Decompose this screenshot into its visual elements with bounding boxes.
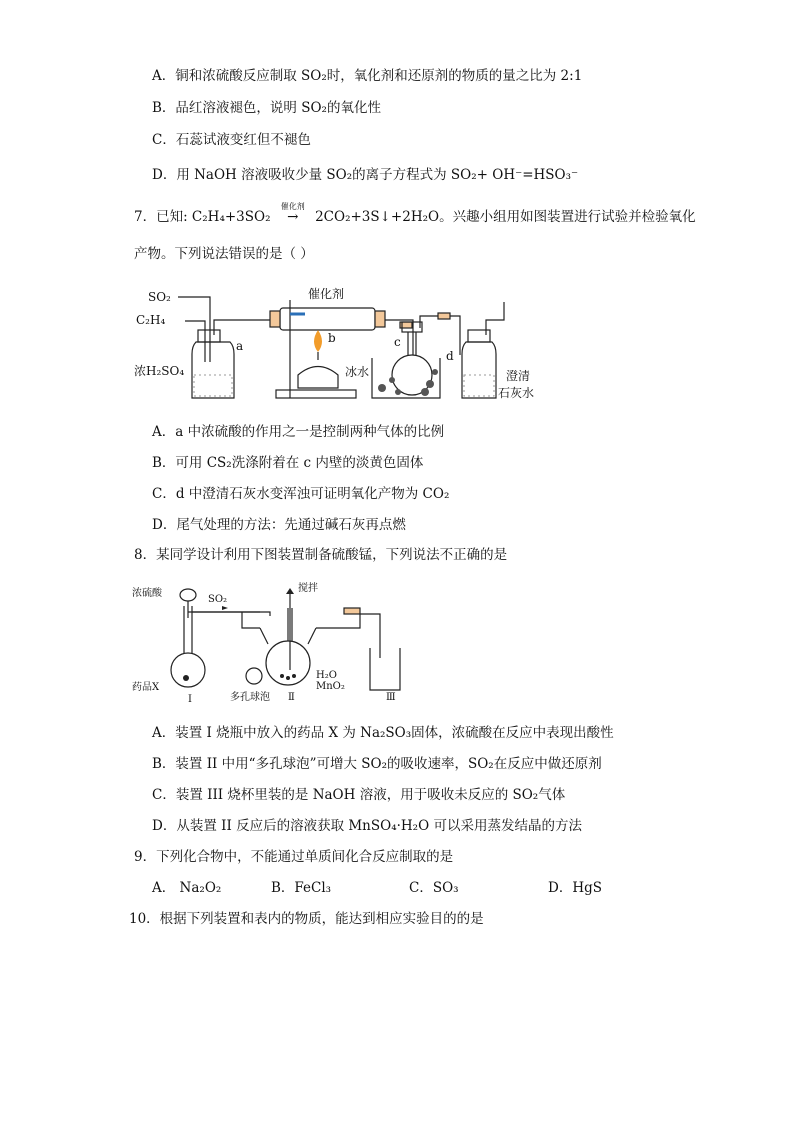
q7-option-c: C．d 中澄清石灰水变浑浊可证明氧化产物为 CO₂ bbox=[152, 486, 450, 502]
label-i: Ⅰ bbox=[188, 694, 192, 703]
q7-option-d: D．尾气处理的方法：先通过碱石灰再点燃 bbox=[152, 517, 406, 533]
q8-apparatus-figure bbox=[130, 578, 430, 703]
drug-x-solid bbox=[183, 675, 189, 681]
label-drug-x: 药品X bbox=[132, 682, 160, 693]
label-catalyst: 催化剂 bbox=[308, 287, 345, 301]
connector-2-3 bbox=[344, 608, 360, 614]
q7-option-b: B．可用 CS₂洗涤附着在 c 内壁的淡黄色固体 bbox=[152, 455, 424, 471]
label-porous-bulb: 多孔球泡 bbox=[230, 692, 270, 703]
alcohol-lamp bbox=[298, 367, 338, 389]
porous-bulb bbox=[246, 668, 262, 684]
label-limewater-2: 石灰水 bbox=[498, 386, 535, 400]
label-ice-water: 冰水 bbox=[345, 365, 370, 379]
beaker-3 bbox=[370, 648, 400, 690]
q9-option-d: D．HgS bbox=[548, 880, 602, 896]
label-stir: 搅拌 bbox=[298, 583, 318, 594]
q6-option-c: C．石蕊试液变红但不褪色 bbox=[152, 132, 311, 148]
label-so2: SO₂ bbox=[148, 290, 171, 304]
q7-option-a: A．a 中浓硫酸的作用之一是控制两种气体的比例 bbox=[152, 424, 445, 440]
q9-stem: 9．下列化合物中，不能通过单质间化合反应制取的是 bbox=[134, 849, 454, 865]
label-d: d bbox=[446, 349, 454, 363]
q7-stem-line2: 产物。下列说法错误的是（ ） bbox=[134, 246, 314, 262]
stir-arrow-icon bbox=[286, 588, 294, 594]
label-ii: Ⅱ bbox=[288, 692, 295, 703]
q6-option-a: A．铜和浓硫酸反应制取 SO₂时，氧化剂和还原剂的物质的量之比为 2:1 bbox=[152, 68, 583, 84]
tube-b-right-plug bbox=[375, 311, 385, 327]
label-c2h4: C₂H₄ bbox=[136, 313, 166, 327]
bottle-d bbox=[462, 342, 496, 398]
q9-option-b: B．FeCl₃ bbox=[271, 880, 332, 896]
tube-a-to-b bbox=[214, 320, 270, 335]
tube-b-left-plug bbox=[270, 311, 280, 327]
label-b: b bbox=[328, 331, 336, 345]
bottle-a bbox=[192, 342, 234, 398]
label-mno2: MnO₂ bbox=[316, 681, 345, 692]
q6-option-b: B．品红溶液褪色，说明 SO₂的氧化性 bbox=[152, 100, 381, 116]
q8-option-c: C．装置 III 烧杯里装的是 NaOH 溶液，用于吸收未反应的 SO₂气体 bbox=[152, 787, 566, 803]
q10-stem: 10．根据下列装置和表内的物质，能达到相应实验目的的是 bbox=[129, 911, 484, 927]
label-conc-h2so4: 浓H₂SO₄ bbox=[134, 364, 185, 378]
q8-option-b: B．装置 II 中用“多孔球泡”可增大 SO₂的吸收速率，SO₂在反应中做还原剂 bbox=[152, 756, 602, 772]
flask-2-right-neck bbox=[308, 628, 316, 644]
liquid-dots bbox=[194, 369, 494, 396]
ice-bath bbox=[372, 358, 440, 398]
iron-stand-base bbox=[276, 390, 356, 398]
q7-equation-left: 7．已知: C₂H₄+3SO₂ bbox=[134, 209, 271, 225]
q9-option-a: A． Na₂O₂ bbox=[152, 880, 222, 896]
q6-option-d: D．用 NaOH 溶液吸收少量 SO₂的离子方程式为 SO₂+ OH⁻=HSO₃⁻ bbox=[152, 167, 579, 183]
bottle-a-stopper bbox=[198, 330, 220, 342]
label-so2-8: SO₂ bbox=[208, 594, 228, 605]
tube-c-to-d bbox=[420, 316, 460, 355]
label-conc-acid: 浓硫酸 bbox=[132, 588, 162, 599]
q8-option-d: D．从装置 II 反应后的溶液获取 MnSO₄·H₂O 可以采用蒸发结晶的方法 bbox=[152, 818, 582, 834]
flask-1 bbox=[171, 653, 205, 687]
flask-2-left-neck bbox=[260, 628, 268, 644]
flame-icon bbox=[314, 330, 322, 352]
bottle-d-stopper bbox=[468, 330, 490, 342]
q7-equation-right: 2CO₂+3S↓+2H₂O。兴趣小组用如图装置进行试验并检验氧化 bbox=[315, 209, 696, 225]
connector-cd bbox=[438, 313, 450, 319]
label-iii: Ⅲ bbox=[386, 692, 396, 703]
label-limewater-1: 澄清 bbox=[506, 369, 531, 383]
so2-arrow-icon bbox=[222, 606, 228, 610]
q7-apparatus-figure bbox=[130, 280, 550, 405]
label-a: a bbox=[236, 339, 244, 353]
q7-stem-line1 bbox=[134, 202, 696, 226]
tube-b bbox=[280, 308, 375, 330]
label-c: c bbox=[394, 335, 401, 349]
label-h2o: H₂O bbox=[316, 670, 337, 681]
catalyst-label: 催化剂 bbox=[280, 202, 305, 211]
q8-stem: 8．某同学设计利用下图装置制备硫酸锰，下列说法不正确的是 bbox=[134, 547, 508, 563]
reaction-arrow: 催化剂 → bbox=[275, 208, 311, 226]
q9-option-c: C．SO₃ bbox=[409, 880, 459, 896]
dropping-funnel bbox=[180, 589, 196, 601]
q8-option-a: A．装置 I 烧瓶中放入的药品 X 为 Na₂SO₃固体，浓硫酸在反应中表现出酸性 bbox=[152, 725, 614, 741]
